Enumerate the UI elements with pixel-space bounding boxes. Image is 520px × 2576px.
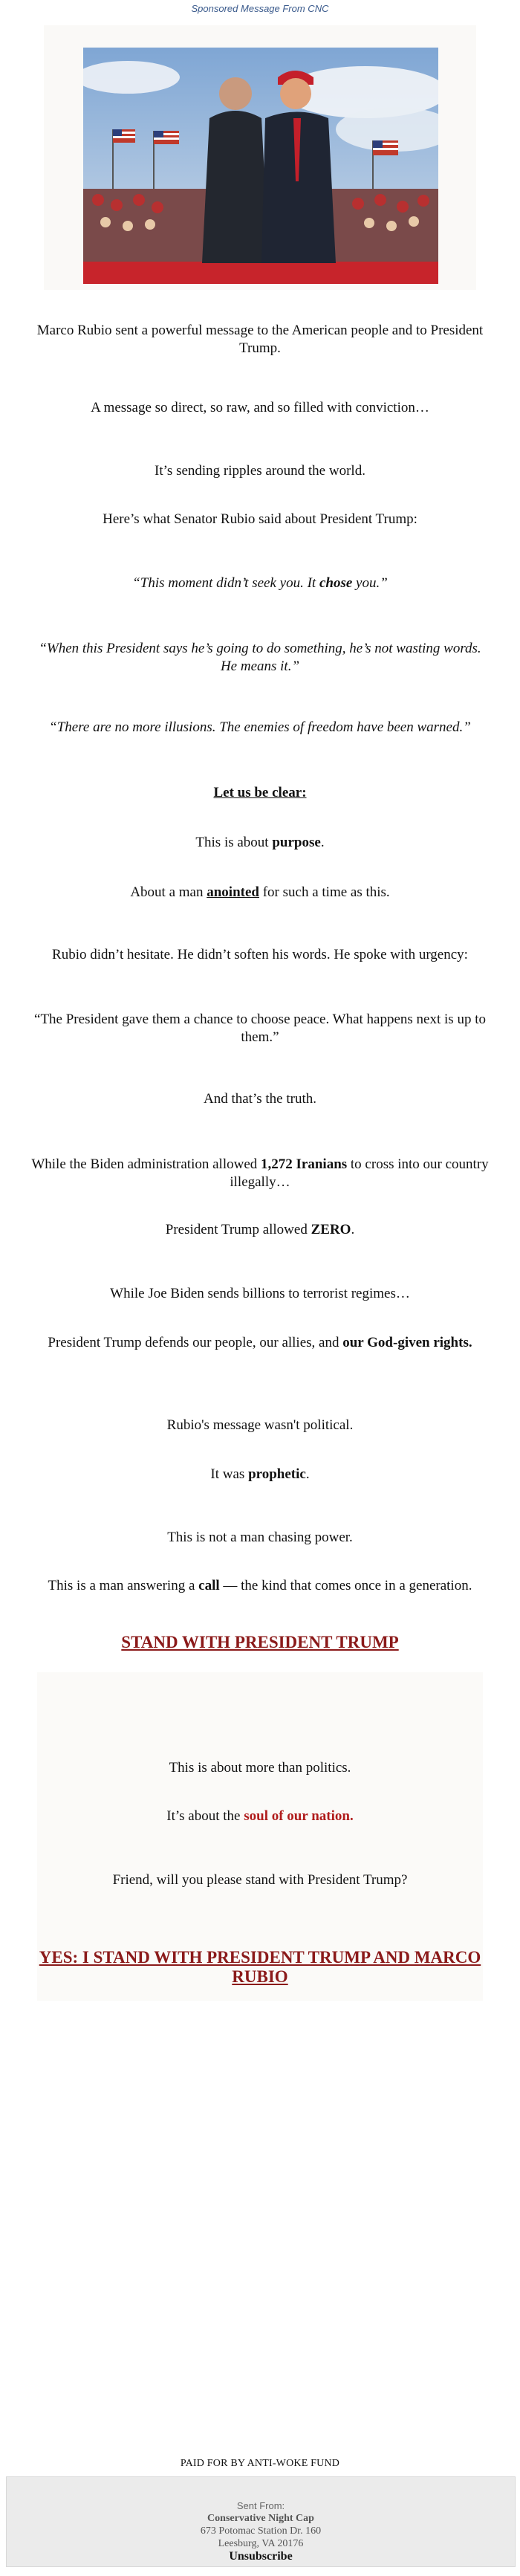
ripples-paragraph: It’s sending ripples around the world. [155, 463, 365, 479]
not-political-paragraph: Rubio's message wasn't political. [166, 1417, 354, 1433]
hero-frame [44, 25, 476, 290]
footer-box [6, 2476, 516, 2567]
quote-4: “The President gave them a chance to choose peace. What happens next is up to them.” [34, 1012, 486, 1045]
hero-image[interactable] [83, 48, 438, 284]
urgency-paragraph: Rubio didn’t hesitate. He didn’t soften his words. He spoke with urgency: [52, 947, 468, 962]
quote-3: “There are no more illusions. The enemies of freedom have been warned.” [49, 719, 471, 735]
zero-paragraph: President Trump allowed ZERO. [165, 1222, 355, 1237]
please-stand-paragraph: Friend, will you please stand with President Trump? [112, 1872, 408, 1888]
unsubscribe-link[interactable]: Unsubscribe [229, 2550, 293, 2563]
sent-from-label: Sent From: [236, 2500, 285, 2511]
stand-with-trump-link[interactable]: STAND WITH PRESIDENT TRUMP [121, 1633, 399, 1651]
sponsor-label: Sponsored Message From CNC [191, 3, 329, 14]
yes-i-stand-link[interactable]: YES: I STAND WITH PRESIDENT TRUMP AND MARCO RUBIO [39, 1948, 481, 1986]
biden-paragraph: While the Biden administration allowed 1,272 Iranians to cross into our country illegally… [31, 1156, 489, 1190]
section-heading: Let us be clear: [213, 785, 307, 800]
truth-paragraph: And that’s the truth. [204, 1091, 316, 1107]
soul-of-nation-paragraph: It’s about the soul of our nation. [166, 1808, 354, 1824]
rally-photo-illustration [83, 48, 438, 284]
paid-for-disclaimer: PAID FOR BY ANTI-WOKE FUND [180, 2458, 340, 2469]
billions-paragraph: While Joe Biden sends billions to terrorist regimes… [110, 1286, 410, 1301]
quote-1: “This moment didn’t seek you. It chose you.” [132, 575, 388, 591]
intro-paragraph: Marco Rubio sent a powerful message to the American people and to President Trump. [36, 323, 484, 356]
defends-paragraph: President Trump defends our people, our allies, and our God-given rights. [48, 1335, 472, 1350]
not-chasing-power-paragraph: This is not a man chasing power. [167, 1530, 353, 1545]
address-line-1: 673 Potomac Station Dr. 160 [200, 2525, 322, 2537]
more-than-politics-paragraph: This is about more than politics. [169, 1760, 351, 1776]
sender-org-name: Conservative Night Cap [207, 2513, 314, 2524]
anointed-paragraph: About a man anointed for such a time as this. [130, 884, 390, 900]
quote-2: “When this President says he’s going to do something, he’s not wasting words. He means it.” [39, 641, 481, 674]
address-line-2: Leesburg, VA 20176 [218, 2538, 304, 2549]
message-paragraph: A message so direct, so raw, and so filled with conviction… [91, 400, 429, 415]
prophetic-paragraph: It was prophetic. [210, 1466, 310, 1482]
purpose-paragraph: This is about purpose. [195, 835, 325, 850]
answering-call-paragraph: This is a man answering a call — the kind that comes once in a generation. [48, 1578, 472, 1593]
rubio-said-paragraph: Here’s what Senator Rubio said about President Trump: [103, 511, 417, 527]
